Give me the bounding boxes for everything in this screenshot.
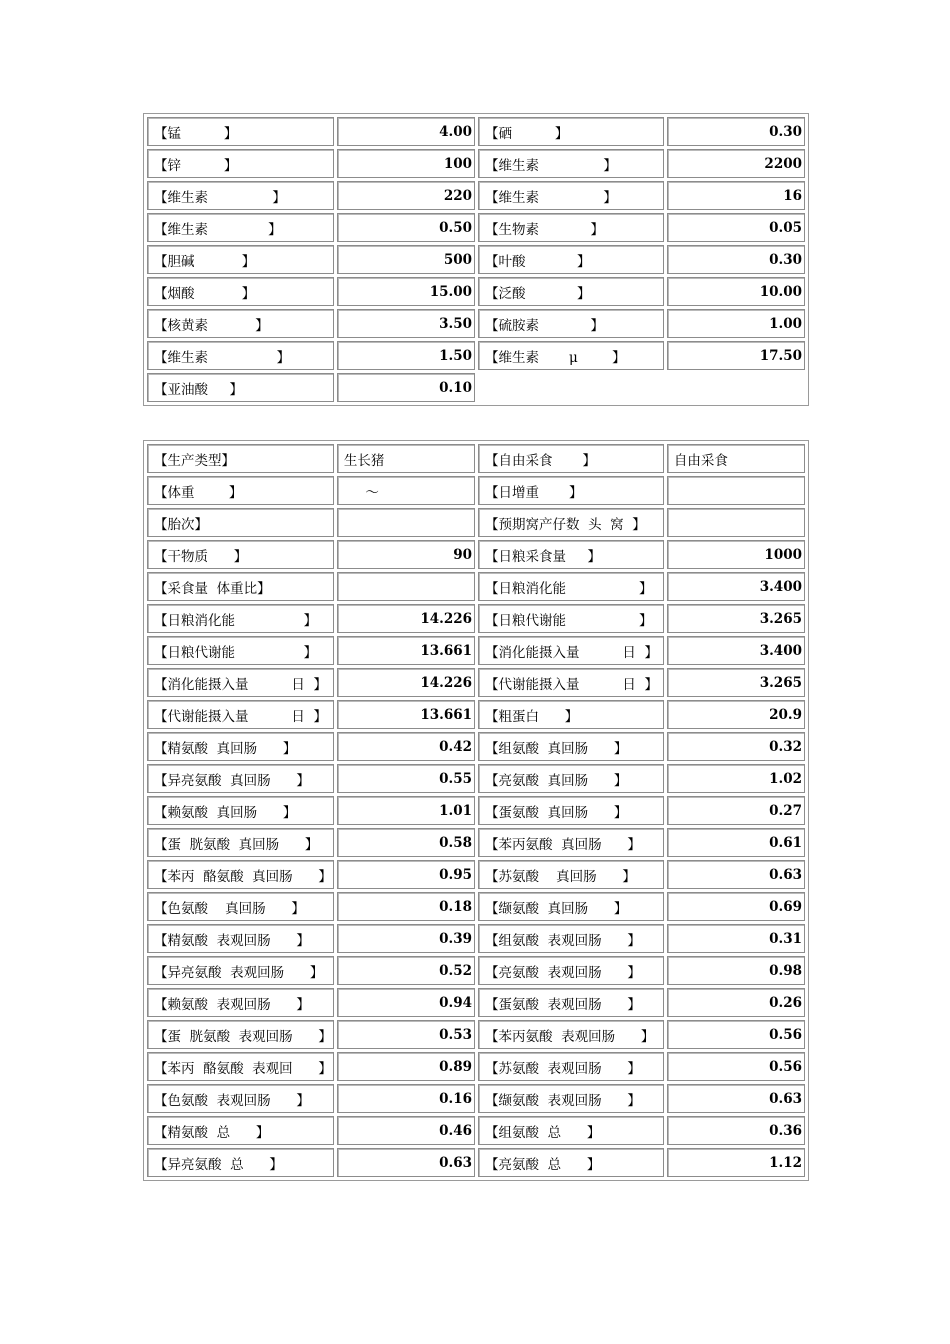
- field-value: 10.00: [667, 277, 805, 306]
- field-value: 4.00: [337, 117, 475, 146]
- field-label: 【组氨酸 真回肠 】: [478, 732, 664, 761]
- field-value: 500: [337, 245, 475, 274]
- table-row: [147, 764, 805, 793]
- field-value: 14.226: [337, 604, 475, 633]
- field-value: 16: [667, 181, 805, 210]
- field-label: 【维生素 】: [147, 341, 334, 370]
- field-label: 【维生素 】: [478, 181, 664, 210]
- field-label: 【维生素 μ 】: [478, 341, 664, 370]
- table-row: [147, 796, 805, 825]
- field-value: 自由采食: [667, 444, 805, 473]
- field-label: 【硫胺素 】: [478, 309, 664, 338]
- field-value: 0.46: [337, 1116, 475, 1145]
- field-label: 【亮氨酸 真回肠 】: [478, 764, 664, 793]
- field-label: 【苯丙 酪氨酸 真回肠 】: [147, 860, 334, 889]
- field-label: 【维生素 】: [147, 213, 334, 242]
- table-row: [147, 860, 805, 889]
- field-value: 3.400: [667, 636, 805, 665]
- field-value: 1.02: [667, 764, 805, 793]
- field-value: 0.58: [337, 828, 475, 857]
- field-value: 3.265: [667, 604, 805, 633]
- field-label: 【泛酸 】: [478, 277, 664, 306]
- field-value: 0.16: [337, 1084, 475, 1113]
- table-row: [147, 988, 805, 1017]
- table-row: [147, 245, 805, 274]
- field-value: 0.05: [667, 213, 805, 242]
- field-value: 0.55: [337, 764, 475, 793]
- field-label: 【缬氨酸 表观回肠 】: [478, 1084, 664, 1113]
- field-label: 【体重 】: [147, 476, 334, 505]
- field-label: 【硒 】: [478, 117, 664, 146]
- table-row: [147, 636, 805, 665]
- table-row: [147, 1116, 805, 1145]
- field-value: [667, 508, 805, 537]
- field-value: 0.27: [667, 796, 805, 825]
- field-value: 0.30: [667, 117, 805, 146]
- table-row: [147, 572, 805, 601]
- field-label: 【亮氨酸 表观回肠 】: [478, 956, 664, 985]
- field-value: 0.53: [337, 1020, 475, 1049]
- field-value: 15.00: [337, 277, 475, 306]
- field-value: [667, 476, 805, 505]
- field-value: 0.63: [667, 1084, 805, 1113]
- field-value: 17.50: [667, 341, 805, 370]
- field-label: 【精氨酸 真回肠 】: [147, 732, 334, 761]
- field-label: 【胆碱 】: [147, 245, 334, 274]
- field-value: 0.10: [337, 373, 475, 402]
- table-row: [147, 1052, 805, 1081]
- field-label: 【代谢能摄入量 日 】: [478, 668, 664, 697]
- field-label: 【苯丙 酪氨酸 表观回 】: [147, 1052, 334, 1081]
- field-label: 【色氨酸 真回肠 】: [147, 892, 334, 921]
- field-value: 0.39: [337, 924, 475, 953]
- field-label: 【苯丙氨酸 表观回肠 】: [478, 1020, 664, 1049]
- field-label: 【日增重 】: [478, 476, 664, 505]
- field-label: 【干物质 】: [147, 540, 334, 569]
- field-label: 【锰 】: [147, 117, 334, 146]
- field-value: 0.32: [667, 732, 805, 761]
- field-value: 0.18: [337, 892, 475, 921]
- field-label: 【烟酸 】: [147, 277, 334, 306]
- field-label: 【预期窝产仔数 头 窝 】: [478, 508, 664, 537]
- field-value: 1.01: [337, 796, 475, 825]
- field-label: 【苏氨酸 表观回肠 】: [478, 1052, 664, 1081]
- field-value: 0.63: [337, 1148, 475, 1177]
- table-row: [147, 732, 805, 761]
- table-row: [147, 181, 805, 210]
- field-value: 1.12: [667, 1148, 805, 1177]
- field-label: 【组氨酸 总 】: [478, 1116, 664, 1145]
- table-row: [147, 444, 805, 473]
- nutrient-table-top-body: [147, 117, 805, 402]
- table-row: [147, 604, 805, 633]
- field-value: 1.00: [667, 309, 805, 338]
- field-value: 13.661: [337, 636, 475, 665]
- table-row: [147, 700, 805, 729]
- field-label: 【日粮采食量 】: [478, 540, 664, 569]
- field-value: 0.50: [337, 213, 475, 242]
- field-value: 0.30: [667, 245, 805, 274]
- field-value: 0.56: [667, 1020, 805, 1049]
- field-value: 3.265: [667, 668, 805, 697]
- field-value: 0.42: [337, 732, 475, 761]
- field-value: 13.661: [337, 700, 475, 729]
- table-row: [147, 341, 805, 370]
- table-row: [147, 117, 805, 146]
- table-row: [147, 828, 805, 857]
- field-label: 【蛋氨酸 真回肠 】: [478, 796, 664, 825]
- field-label: 【核黄素 】: [147, 309, 334, 338]
- field-value: 0.61: [667, 828, 805, 857]
- field-value: 0.31: [667, 924, 805, 953]
- table-row: [147, 277, 805, 306]
- field-label: 【蛋氨酸 表观回肠 】: [478, 988, 664, 1017]
- field-label: 【生产类型】: [147, 444, 334, 473]
- table-row: [147, 476, 805, 505]
- field-value: 0.52: [337, 956, 475, 985]
- field-label: 【亚油酸 】: [147, 373, 334, 402]
- field-label: 【维生素 】: [147, 181, 334, 210]
- field-label: 【锌 】: [147, 149, 334, 178]
- field-value: 生长猪: [337, 444, 475, 473]
- field-label: 【苯丙氨酸 真回肠 】: [478, 828, 664, 857]
- field-label: 【异亮氨酸 表观回肠 】: [147, 956, 334, 985]
- field-value: 1.50: [337, 341, 475, 370]
- nutrient-table-top: [143, 113, 809, 406]
- field-label: 【精氨酸 总 】: [147, 1116, 334, 1145]
- table-row: [147, 213, 805, 242]
- table-row: [147, 373, 805, 402]
- field-label: 【采食量 体重比】: [147, 572, 334, 601]
- field-value: 90: [337, 540, 475, 569]
- table-row: [147, 892, 805, 921]
- field-value: 2200: [667, 149, 805, 178]
- table-row: [147, 1020, 805, 1049]
- field-label: 【自由采食 】: [478, 444, 664, 473]
- field-label: 【日粮消化能 】: [147, 604, 334, 633]
- empty-cell: [478, 373, 805, 402]
- field-label: 【异亮氨酸 总 】: [147, 1148, 334, 1177]
- field-label: 【精氨酸 表观回肠 】: [147, 924, 334, 953]
- field-value: 0.56: [667, 1052, 805, 1081]
- field-label: 【日粮消化能 】: [478, 572, 664, 601]
- field-value: ～: [337, 476, 475, 505]
- field-value: 0.98: [667, 956, 805, 985]
- field-label: 【日粮代谢能 】: [478, 604, 664, 633]
- field-label: 【粗蛋白 】: [478, 700, 664, 729]
- field-value: 0.69: [667, 892, 805, 921]
- field-label: 【亮氨酸 总 】: [478, 1148, 664, 1177]
- table-row: [147, 309, 805, 338]
- table-row: [147, 956, 805, 985]
- field-label: 【色氨酸 表观回肠 】: [147, 1084, 334, 1113]
- field-value: 0.89: [337, 1052, 475, 1081]
- field-value: 0.36: [667, 1116, 805, 1145]
- field-label: 【异亮氨酸 真回肠 】: [147, 764, 334, 793]
- field-label: 【消化能摄入量 日 】: [147, 668, 334, 697]
- table-row: [147, 924, 805, 953]
- field-label: 【赖氨酸 真回肠 】: [147, 796, 334, 825]
- table-row: [147, 540, 805, 569]
- table-row: [147, 149, 805, 178]
- field-value: 220: [337, 181, 475, 210]
- field-label: 【苏氨酸 真回肠 】: [478, 860, 664, 889]
- table-row: [147, 668, 805, 697]
- field-label: 【生物素 】: [478, 213, 664, 242]
- field-value: 100: [337, 149, 475, 178]
- field-label: 【组氨酸 表观回肠 】: [478, 924, 664, 953]
- field-value: [337, 508, 475, 537]
- table-row: [147, 1084, 805, 1113]
- field-label: 【叶酸 】: [478, 245, 664, 274]
- field-value: [337, 572, 475, 601]
- field-label: 【消化能摄入量 日 】: [478, 636, 664, 665]
- field-value: 3.50: [337, 309, 475, 338]
- field-label: 【蛋 胱氨酸 真回肠 】: [147, 828, 334, 857]
- table-row: [147, 1148, 805, 1177]
- field-label: 【日粮代谢能 】: [147, 636, 334, 665]
- table-row: [147, 508, 805, 537]
- field-value: 0.94: [337, 988, 475, 1017]
- nutrient-table-bottom: [143, 440, 809, 1181]
- field-value: 0.95: [337, 860, 475, 889]
- field-value: 3.400: [667, 572, 805, 601]
- nutrient-table-bottom-body: [147, 444, 805, 1177]
- field-value: 20.9: [667, 700, 805, 729]
- field-label: 【胎次】: [147, 508, 334, 537]
- field-label: 【缬氨酸 真回肠 】: [478, 892, 664, 921]
- field-value: 1000: [667, 540, 805, 569]
- field-value: 0.63: [667, 860, 805, 889]
- field-label: 【蛋 胱氨酸 表观回肠 】: [147, 1020, 334, 1049]
- field-label: 【赖氨酸 表观回肠 】: [147, 988, 334, 1017]
- field-value: 14.226: [337, 668, 475, 697]
- field-label: 【代谢能摄入量 日 】: [147, 700, 334, 729]
- field-label: 【维生素 】: [478, 149, 664, 178]
- field-value: 0.26: [667, 988, 805, 1017]
